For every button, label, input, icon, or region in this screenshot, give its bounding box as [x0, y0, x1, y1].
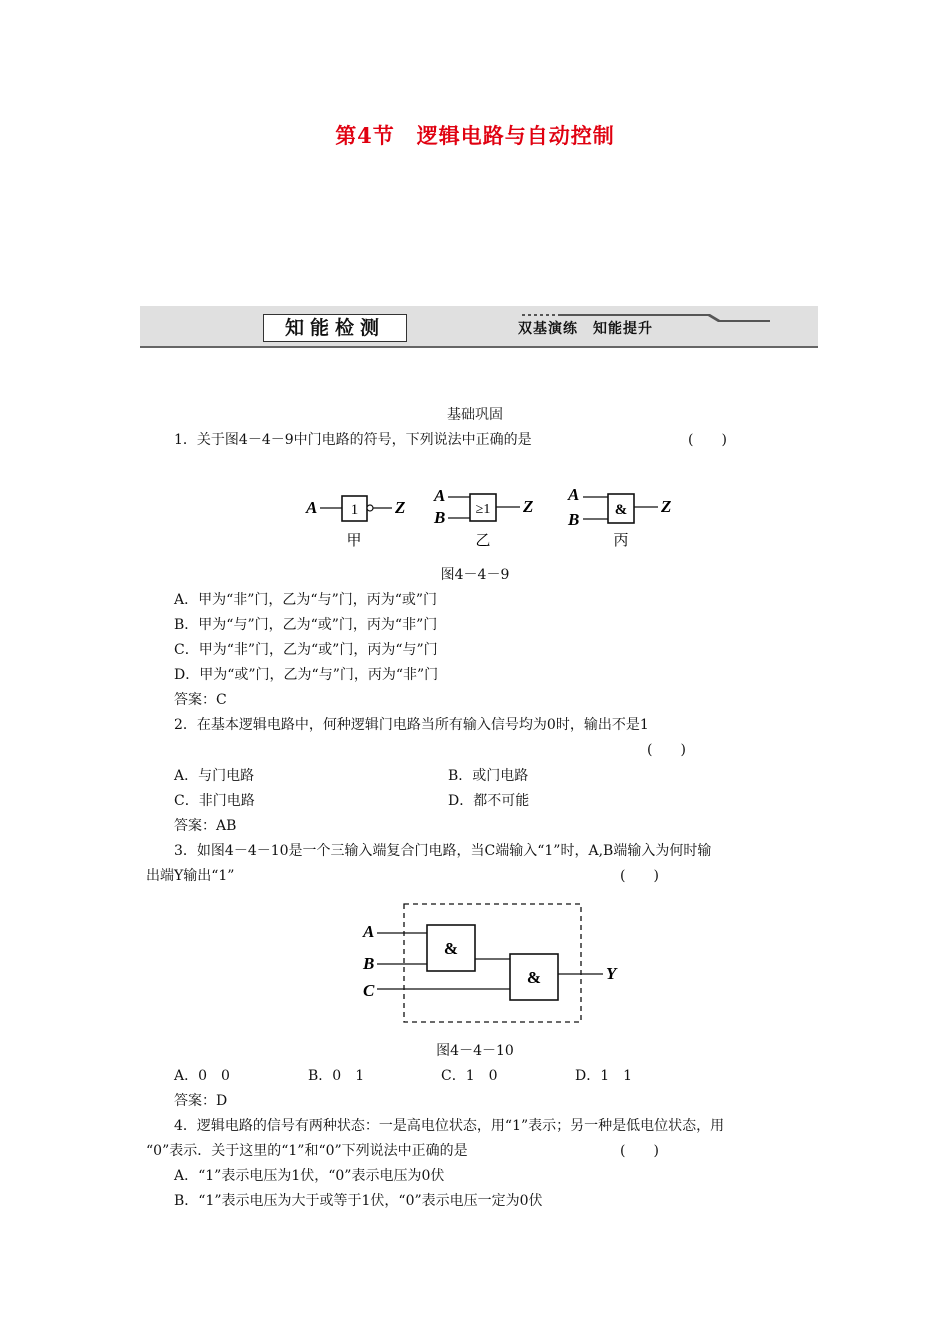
input-a-label: A	[363, 922, 375, 941]
q2-option-b: B．或门电路	[448, 768, 529, 784]
q4-stem-line1: 4．逻辑电路的信号有两种状态：一是高电位状态，用“1”表示；另一种是低电位状态，用	[174, 1118, 725, 1134]
q3-figure-caption: 图4－4－10	[436, 1043, 514, 1059]
gate1-input-label: A	[306, 498, 318, 517]
q4-bracket: ( )	[620, 1143, 659, 1159]
gate1-output-label: Z	[395, 498, 406, 517]
q1-bracket: ( )	[688, 432, 727, 448]
q2-stem: 2．在基本逻辑电路中，何种逻辑门电路当所有输入信号均为0时，输出不是1	[174, 717, 649, 733]
gate2-caption: 乙	[475, 533, 491, 549]
q1-option-c: C．甲为“非”门，乙为“或”门，丙为“与”门	[174, 642, 438, 658]
q2-answer: 答案：AB	[174, 818, 237, 834]
q3-option-c: C．1 0	[441, 1068, 498, 1084]
q2-bracket: ( )	[647, 742, 686, 758]
q2-option-d: D．都不可能	[448, 793, 530, 809]
gate2-symbol: ≥1	[475, 502, 491, 517]
q1-option-b: B．甲为“与”门，乙为“或”门，丙为“非”门	[174, 617, 438, 633]
q3-option-d: D．1 1	[575, 1068, 633, 1084]
and-gate-2-symbol: &	[526, 968, 542, 987]
q1-figure-caption: 图4－4－9	[440, 567, 510, 583]
section-heading: 基础巩固	[447, 407, 503, 423]
gate2-input-b-label: B	[434, 508, 446, 527]
gate1-inverter-bubble	[367, 505, 373, 511]
banner-tag: 双基演练 知能提升	[518, 321, 653, 337]
q3-option-b: B．0 1	[308, 1068, 365, 1084]
gate2-output-label: Z	[523, 497, 534, 516]
q1-option-a: A．甲为“非”门，乙为“与”门，丙为“或”门	[174, 592, 438, 608]
q3-stem-line1: 3．如图4－4－10是一个三输入端复合门电路，当C端输入“1”时，A,B端输入为何时输	[174, 843, 712, 859]
q3-option-a: A．0 0	[174, 1068, 230, 1084]
q4-stem-line2: “0”表示．关于这里的“1”和“0”下列说法中正确的是	[146, 1143, 468, 1159]
q4-option-a: A．“1”表示电压为1伏，“0”表示电压为0伏	[174, 1168, 445, 1184]
figure-4-4-9	[300, 482, 690, 554]
output-y-label: Y	[606, 964, 617, 983]
gate1-caption: 甲	[346, 533, 362, 549]
q1-option-d: D．甲为“或”门，乙为“与”门，丙为“非”门	[174, 667, 439, 683]
q1-stem: 1．关于图4－4－9中门电路的符号，下列说法中正确的是	[174, 432, 532, 448]
q3-answer: 答案：D	[174, 1093, 228, 1109]
gate3-symbol: &	[614, 502, 628, 518]
section-banner	[140, 306, 818, 348]
gate1-symbol: 1	[350, 502, 359, 518]
q3-stem-line2: 出端Y输出“1”	[146, 868, 235, 884]
q3-bracket: ( )	[620, 868, 659, 884]
q1-answer: 答案：C	[174, 692, 227, 708]
dashed-boundary	[404, 904, 581, 1022]
figure-4-4-10	[355, 898, 635, 1028]
q2-option-c: C．非门电路	[174, 793, 255, 809]
gate3-output-label: Z	[661, 497, 672, 516]
page-title: 第4节 逻辑电路与自动控制	[335, 123, 615, 148]
input-c-label: C	[363, 981, 375, 1000]
and-gate-1-symbol: &	[443, 939, 459, 958]
gate2-input-a-label: A	[434, 486, 446, 505]
gate3-input-a-label: A	[568, 485, 580, 504]
q4-option-b: B．“1”表示电压为大于或等于1伏，“0”表示电压一定为0伏	[174, 1193, 543, 1209]
input-b-label: B	[363, 954, 375, 973]
gate3-input-b-label: B	[568, 510, 580, 529]
banner-label: 知能检测	[263, 314, 407, 342]
q2-option-a: A．与门电路	[174, 768, 255, 784]
gate3-caption: 丙	[613, 533, 629, 549]
